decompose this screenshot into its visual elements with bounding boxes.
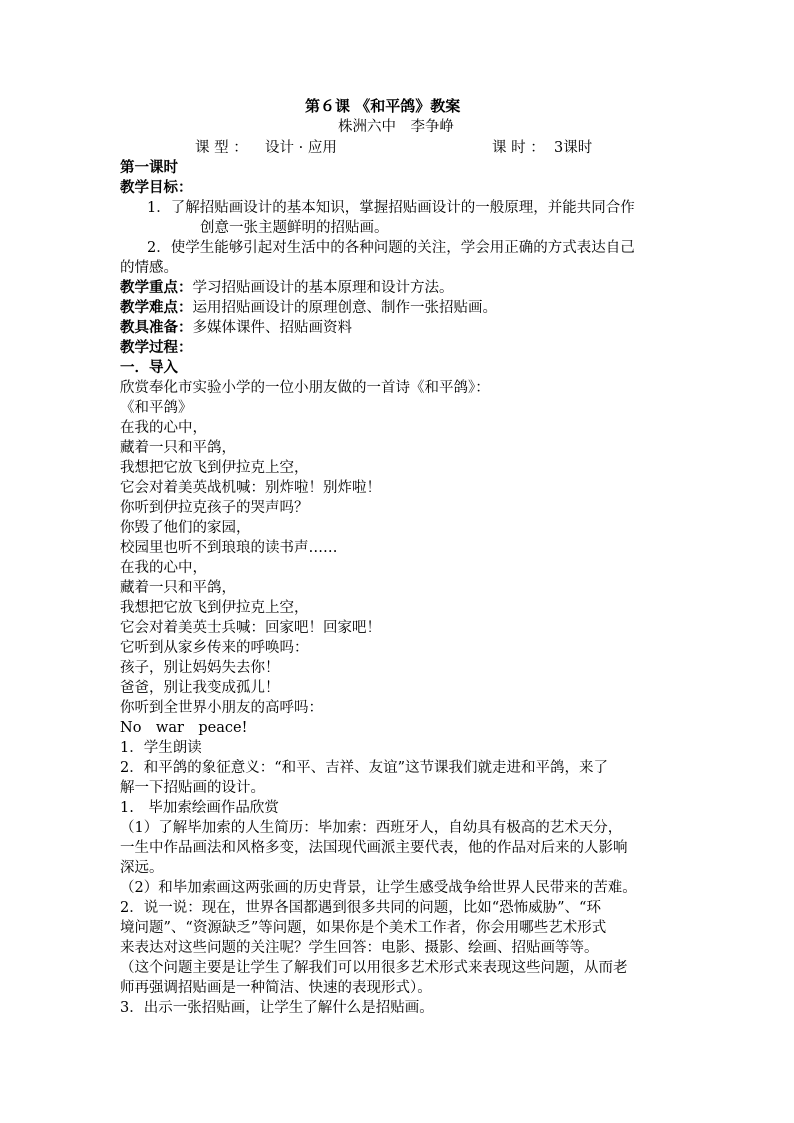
say-line-3: 来表达对这些问题的关注呢？学生回答：电影、摄影、绘画、招贴画等等。: [120, 940, 599, 956]
author-line: 株洲六中 李争峥: [338, 119, 454, 135]
difficulty-text: 运用招贴画设计的原理创意、制作一张招贴画。: [192, 300, 497, 316]
intro-text: 欣赏奉化市实验小学的一位小朋友做的一首诗《和平鸽》：: [120, 380, 490, 396]
poem-line: 你听到伊拉克孩子的哭声吗？: [120, 500, 309, 516]
course-type-value: 设计 · 应用: [265, 140, 337, 156]
poem-line: 《和平鸽》: [120, 400, 193, 416]
note-line-1: （这个问题主要是让学生了解我们可以用很多艺术形式来表现这些问题，从而老: [120, 960, 628, 976]
say-line-1: 2．说一说：现在，世界各国都遇到很多共同的问题，比如“恐怖威胁”、“环: [120, 900, 601, 916]
poem-line: No war peace!: [120, 720, 248, 736]
tools-row: [120, 318, 352, 338]
picasso-1-line-2: 一生中作品画法和风格多变，法国现代画派主要代表，他的作品对后来的人影响: [120, 840, 628, 856]
session-heading: 第一课时: [120, 159, 178, 176]
step-2-line-1: 2．和平鸽的象征意义：“和平、吉祥、友谊”这节课我们就走进和平鸽，来了: [120, 760, 609, 776]
note-line-2: 师再强调招贴画是一种简洁、快速的表现形式）。: [120, 980, 432, 996]
step-2-line-2: 解一下招贴画的设计。: [120, 780, 265, 796]
objective-2-line-1: 2．使学生能够引起对生活中的各种问题的关注，学会用正确的方式表达自己: [147, 240, 635, 256]
poem-line: 孩子，别让妈妈失去你！: [120, 660, 280, 676]
process-heading: 教学过程：: [120, 339, 193, 356]
picasso-2: （2）和毕加索画这两张画的历史背景，让学生感受战争给世界人民带来的苦难。: [120, 880, 637, 896]
poem-line: 我想把它放飞到伊拉克上空，: [120, 460, 309, 476]
poem-line: 在我的心中，: [120, 560, 207, 576]
poem-line: 你毁了他们的家园，: [120, 520, 251, 536]
poem-line: 藏着一只和平鸽，: [120, 580, 236, 596]
objective-1-line-1: 1．了解招贴画设计的基本知识，掌握招贴画设计的一般原理，并能共同合作: [147, 200, 635, 216]
poem-line: 我想把它放飞到伊拉克上空，: [120, 600, 309, 616]
course-type-label: 课 型 ：: [195, 140, 248, 156]
difficulty-row: [120, 298, 497, 318]
poem-line: 它会对着美英士兵喊：回家吧！回家吧！: [120, 620, 381, 636]
picasso-1-line-3: 深远。: [120, 860, 164, 876]
poem-line: 在我的心中，: [120, 420, 207, 436]
objective-1-line-2: 创意一张主题鲜明的招贴画。: [200, 220, 389, 236]
tools-text: 多媒体课件、招贴画资料: [192, 320, 352, 336]
say-line-2: 境问题”、“资源缺乏”等问题，如果你是个美术工作者，你会用哪些艺术形式: [120, 920, 607, 936]
hours-value: 3课时: [554, 140, 593, 156]
page-title: 第６课 《和平鸽》教案: [305, 97, 461, 115]
tools-label: 教具准备：: [120, 319, 193, 336]
picasso-heading: 1. 毕加索绘画作品欣赏: [120, 800, 279, 816]
hours-label: 课 时 ：: [492, 140, 545, 156]
poem-line: 爸爸，别让我变成孤儿！: [120, 680, 280, 696]
poem-line: 校园里也听不到琅琅的读书声……: [120, 540, 338, 556]
poem-line: 你听到全世界小朋友的高呼吗：: [120, 700, 323, 716]
key-points-row: [120, 278, 454, 298]
key-points-text: 学习招贴画设计的基本原理和设计方法。: [192, 280, 454, 296]
key-points-label: 教学重点：: [120, 279, 193, 296]
objective-2-line-2: 的情感。: [120, 260, 178, 276]
poem-line: 它会对着美英战机喊：别炸啦！别炸啦！: [120, 480, 381, 496]
poem-line: 它听到从家乡传来的呼唤吗：: [120, 640, 309, 656]
poem-line: 藏着一只和平鸽，: [120, 440, 236, 456]
step-3: 3．出示一张招贴画，让学生了解什么是招贴画。: [120, 1000, 434, 1016]
objectives-heading: 教学目标：: [120, 179, 193, 196]
picasso-1-line-1: （1）了解毕加索的人生简历：毕加索：西班牙人，自幼具有极高的艺术天分，: [120, 820, 623, 836]
step-1: 1．学生朗读: [120, 740, 202, 756]
intro-heading: 一．导入: [120, 359, 178, 376]
difficulty-label: 教学难点：: [120, 299, 193, 316]
